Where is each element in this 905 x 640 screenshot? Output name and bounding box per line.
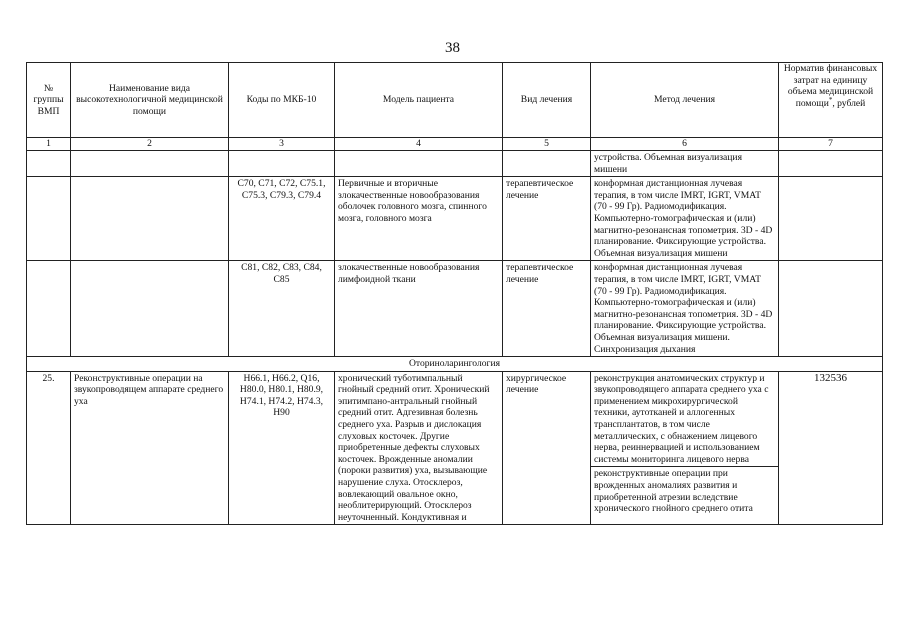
header-name: Наименование вида высокотехнологичной медицинской помощи xyxy=(71,63,229,138)
cell-codes xyxy=(229,151,335,177)
page-number: 38 xyxy=(445,40,460,56)
cell-codes: H66.1, H66.2, Q16, H80.0, H80.1, H80.9, H74.1, H74.2, H74.3, H90 xyxy=(229,371,335,525)
cell-group: 25. xyxy=(27,371,71,525)
table-row xyxy=(27,151,883,177)
header-method: Метод лечения xyxy=(591,63,779,138)
cell-name xyxy=(71,177,229,261)
header-cost xyxy=(779,63,883,138)
cell-name: Реконструктивные операции на звукопроводящем аппарате среднего уха xyxy=(71,371,229,525)
column-number: 4 xyxy=(335,138,503,151)
section-title: Оториноларингология xyxy=(27,357,883,372)
header-codes: Коды по МКБ-10 xyxy=(229,63,335,138)
column-number: 6 xyxy=(591,138,779,151)
vmp-table xyxy=(26,62,883,525)
column-number: 3 xyxy=(229,138,335,151)
column-number: 2 xyxy=(71,138,229,151)
cell-group xyxy=(27,261,71,357)
cell-treatment-type: хирургическое лечение xyxy=(503,371,591,525)
table-row xyxy=(27,261,883,357)
cell-treatment-type: терапевтическое лечение xyxy=(503,177,591,261)
cell-group xyxy=(27,151,71,177)
header-cost-footnote-mark: * xyxy=(828,95,833,104)
cell-method: конформная дистанционная лучевая терапия, в том числе IMRT, IGRT, VMAT (70 - 99 Гр). Радиомодификация. Компьютерно-томографическая и (или) магнитно-резонансная топометрия. 3D - 4D планирование. Фиксирующие устройства. Объемная визуализация мишени xyxy=(591,177,779,261)
cell-method: устройства. Объемная визуализация мишени xyxy=(591,151,779,177)
header-row xyxy=(27,63,883,138)
section-row xyxy=(27,357,883,372)
header-model: Модель пациента xyxy=(335,63,503,138)
cell-treatment-type xyxy=(503,151,591,177)
cell-name xyxy=(71,261,229,357)
column-number-row xyxy=(27,138,883,151)
cell-method xyxy=(591,371,779,525)
column-number: 7 xyxy=(779,138,883,151)
cell-method: конформная дистанционная лучевая терапия, в том числе IMRT, IGRT, VMAT (70 - 99 Гр). Радиомодификация. Компьютерно-томографическая и (или) магнитно-резонансная топометрия. 3D - 4D планирование. Фиксирующие устройства. Объемная визуализация мишени. Синхронизация дыхания xyxy=(591,261,779,357)
method-item: реконструкция анатомических структур и звукопроводящего аппарата среднего уха с применением микрохирургической техники, аутотканей и аллогенных трансплантатов, в том числе металлических, с обнажением лицевого нерва, реиннервацией и использованием системы мониторинга лицевого нерва xyxy=(594,372,769,465)
cell-cost xyxy=(779,177,883,261)
cell-cost: 132536 xyxy=(779,371,883,525)
cell-codes: C81, C82, C83, C84, C85 xyxy=(229,261,335,357)
cell-model: злокачественные новообразования лимфоидной ткани xyxy=(335,261,503,357)
cell-cost xyxy=(779,261,883,357)
header-treatment-type: Вид лечения xyxy=(503,63,591,138)
cell-codes: C70, C71, C72, C75.1, C75.3, C79.3, C79.4 xyxy=(229,177,335,261)
column-number: 5 xyxy=(503,138,591,151)
cell-model xyxy=(335,151,503,177)
table-row xyxy=(27,177,883,261)
column-number: 1 xyxy=(27,138,71,151)
method-item: реконструктивные операции при врожденных аномалиях развития и приобретенной атрезии вследствие хронического гнойного среднего отита xyxy=(591,466,778,514)
cell-model: хронический туботимпальный гнойный средний отит. Хронический эпитимпано-антральный гнойный средний отит. Адгезивная болезнь среднего уха. Разрыв и дислокация слуховых косточек. Другие приобретенные дефекты слуховых косточек. Врожденные аномалии (пороки развития) уха, вызывающие нарушение слуха. Отосклероз, вовлекающий овальное окно, необлитерирующий. Отосклероз неуточненный. Кондуктивная и xyxy=(335,371,503,525)
cell-treatment-type: терапевтическое лечение xyxy=(503,261,591,357)
cell-group xyxy=(27,177,71,261)
cell-model: Первичные и вторичные злокачественные новообразования оболочек головного мозга, спинного мозга, головного мозга xyxy=(335,177,503,261)
header-cost-tail: , рублей xyxy=(832,97,866,109)
cell-cost xyxy=(779,151,883,177)
cell-name xyxy=(71,151,229,177)
header-group: № группы ВМП xyxy=(27,63,71,138)
table-row xyxy=(27,371,883,525)
header-cost-main: Норматив финансовых затрат на единицу объема медицинской помощи xyxy=(783,63,878,109)
